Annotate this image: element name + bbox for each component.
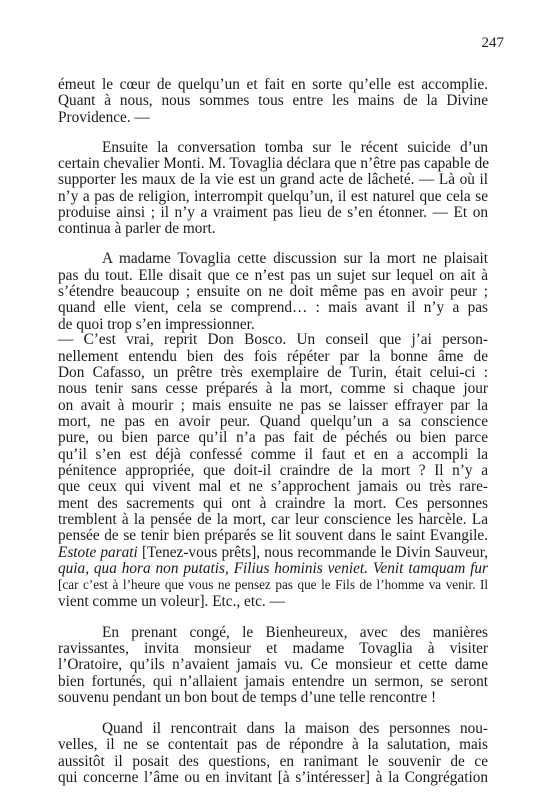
text-line: quand elle vient, cela se comprend… : mais avant il n’y a pas [58,299,488,317]
text-line: n’y a pas de religion, interrompit quelqu’un, il est naturel que cela se [58,187,488,205]
text-line: que ceux qui vivent mal et ne s’approchent jamais ou très rare- [58,478,488,496]
text-line: ment des sacrements qui ont à craindre la mort. Ces personnes [58,494,488,512]
text-line: tremblent à la pensée de la mort, car leur conscience les harcèle. La [58,511,488,529]
page-number: 247 [481,35,504,51]
text-line: quia, qua hora non putatis, Filius hominis veniet. Venit tamquam fur [58,560,488,578]
text-line: supporter les maux de la vie est un grand acte de lâcheté. — Là où il [58,171,488,189]
text-line: velles, il ne se contentait pas de répondre à la salutation, mais [58,736,488,754]
text-line: En prenant congé, le Bienheureux, avec des manières [102,623,488,641]
text-line: aussitôt il posait des questions, en ranimant le souvenir de ce [58,752,488,770]
text-line: qu’il s’en est déjà confessé comme il faut et en a accompli la [58,445,488,463]
text-line: pensée de se tenir bien préparés se lit souvent dans le saint Evangile. [58,527,488,545]
text-line: l’Oratoire, qu’ils n’avaient jamais vu. Ce monsieur et cette dame [58,656,488,674]
text-line: certain chevalier Monti. M. Tovaglia déclara que n’être pas capable de [58,155,490,173]
text-line: — C’est vrai, reprit Don Bosco. Un conseil que j’ai person- [58,331,488,349]
text-line: Providence. — [58,108,150,126]
text-line: Don Cafasso, un prêtre très exemplaire de Turin, était celui-ci : [58,363,488,381]
text-line: [car c’est à l’heure que vous ne pensez pas que le Fils de l’homme va venir. Il [58,577,488,593]
text-line: pas du tout. Elle disait que ce n’est pas un sujet sur lequel on ait à [58,266,488,284]
text-line: A madame Tovaglia cette discussion sur la mort ne plaisait [102,250,488,268]
text-line: qui concerne l’âme ou en invitant [à s’intéresser] à la Congrégation [58,769,488,786]
text-line: ravissantes, invita monsieur et madame Tovaglia à visiter [58,640,488,658]
text-line: pénitence appropriée, que doit-il craindre de la mort ? Il n’y a [58,462,488,479]
text-line: vient comme un voleur]. Etc., etc. — [58,592,285,610]
text-line: Quant à nous, nous sommes tous entre les mains de la Divine [58,92,488,110]
text-line: on avait à mourir ; mais ensuite ne pas se laisser effrayer par la [58,396,488,414]
text-line: produise ainsi ; il n’y a vraiment pas lieu de s’en étonner. — Et on [58,204,488,222]
text-line: nellement entendu bien des fois répéter par la bonne âme de [58,347,488,365]
text-line: mort, ne pas en avoir peur. Quand quelqu’un a sa conscience [58,412,488,430]
text-line: continua à parler de mort. [58,220,216,238]
text-line: souvenu pendant un bon bout de temps d’une telle rencontre ! [58,689,437,707]
text-line: bien fortunés, qui n’allaient jamais entendre un sermon, se seront [58,672,488,690]
text-line: Estote parati [Tenez-vous prêts], nous recommande le Divin Sauveur, [58,543,488,561]
text-line: nous tenir sans cesse préparés à la mort, comme si chaque jour [58,380,488,398]
text-line: Quand il rencontrait dans la maison des personnes nou- [102,719,488,737]
text-line: Ensuite la conversation tomba sur le récent suicide d’un [102,138,488,156]
text-line: pure, ou bien parce qu’il n’a pas fait de péchés ou bien parce [58,429,488,447]
text-line: émeut le cœur de quelqu’un et fait en sorte qu’elle est accomplie. [58,76,488,93]
text-line: de quoi trop s’en impressionner. [58,315,255,333]
text-line: s’étendre beaucoup ; ensuite on ne doit même pas en avoir peur ; [58,283,488,301]
